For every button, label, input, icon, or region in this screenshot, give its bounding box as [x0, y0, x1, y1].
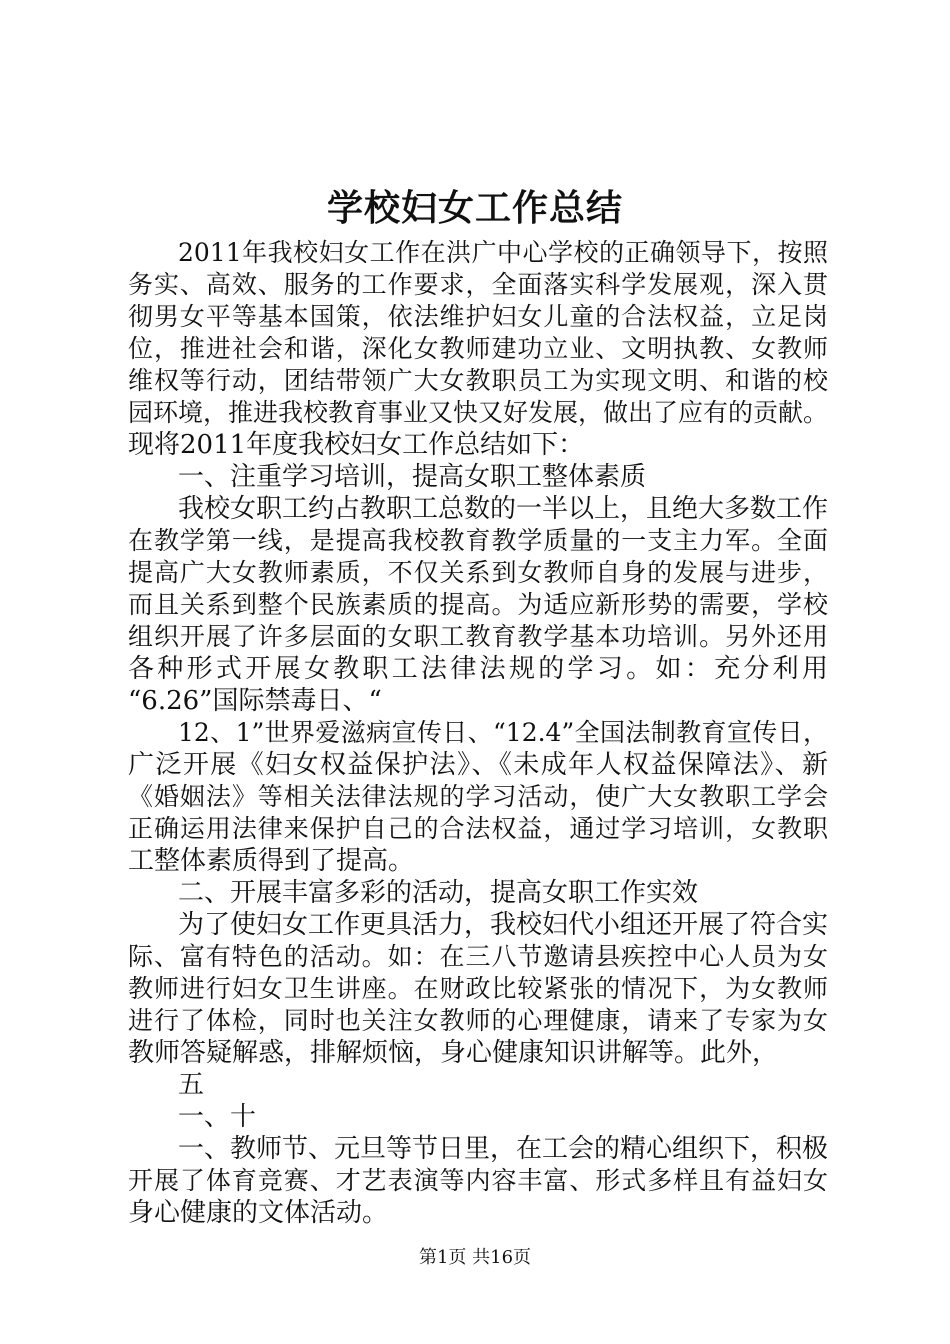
text-line: 2011年我校妇女工作在洪广中心学校的正确领导下，按照: [178, 238, 828, 267]
text-line: 教师进行妇女卫生讲座。在财政比较紧张的情况下，为女教师: [128, 974, 828, 1003]
text-line: 正确运用法律来保护自己的合法权益，通过学习培训，女教职: [128, 814, 828, 843]
text-line: 提高广大女教师素质，不仅关系到女教师自身的发展与进步，: [128, 558, 828, 587]
text-line: 我校女职工约占教职工总数的一半以上，且绝大多数工作: [178, 494, 829, 524]
section-heading: 一、注重学习培训，提高女职工整体素质: [178, 462, 647, 492]
text-line: 组织开展了许多层面的女职工教育教学基本功培训。另外还用: [128, 622, 828, 651]
text-line: 维权等行动，团结带领广大女教职员工为实现文明、和谐的校: [128, 366, 828, 395]
text-line: 彻男女平等基本国策，依法维护妇女儿童的合法权益，立足岗: [128, 302, 828, 331]
text-line: 现将2011年度我校妇女工作总结如下：: [128, 430, 585, 460]
text-line: 12、1”世界爱滋病宣传日、“12.4”全国法制教育宣传日，: [178, 718, 828, 747]
text-line: 身心健康的文体活动。: [128, 1198, 389, 1228]
text-line: 而且关系到整个民族素质的提高。为适应新形势的需要，学校: [128, 590, 828, 619]
text-line: 五: [178, 1070, 205, 1100]
text-line: 教师答疑解惑，排解烦恼，身心健康知识讲解等。此外，: [128, 1038, 779, 1068]
text-line: 工整体素质得到了提高。: [128, 846, 415, 876]
text-line: 务实、高效、服务的工作要求，全面落实科学发展观，深入贯: [128, 270, 828, 299]
text-line: 一、十: [178, 1102, 257, 1132]
text-line: 在教学第一线，是提高我校教育教学质量的一支主力军。全面: [128, 526, 828, 555]
text-line: 际、富有特色的活动。如：在三八节邀请县疾控中心人员为女: [128, 942, 828, 971]
page-number-footer: 第1页 共16页: [418, 1247, 532, 1268]
text-line: 各种形式开展女教职工法律法规的学习。如：充分利用: [128, 654, 828, 684]
text-line: 广泛开展《妇女权益保护法》、《未成年人权益保障法》、新: [128, 750, 828, 780]
text-line: “6.26”国际禁毒日、“: [128, 686, 382, 716]
page-title: 学校妇女工作总结: [326, 187, 623, 229]
text-line: 《婚姻法》等相关法律法规的学习活动，使广大女教职工学会: [128, 782, 828, 811]
text-line: 园环境，推进我校教育事业又快又好发展，做出了应有的贡献。: [128, 398, 829, 427]
text-line: 位，推进社会和谐，深化女教师建功立业、文明执教、女教师: [128, 334, 828, 363]
section-heading: 二、开展丰富多彩的活动，提高女职工作实效: [178, 878, 699, 908]
text-line: 进行了体检，同时也关注女教师的心理健康，请来了专家为女: [128, 1006, 828, 1035]
text-line: 为了使妇女工作更具活力，我校妇代小组还开展了符合实: [178, 910, 829, 940]
text-line: 开展了体育竞赛、才艺表演等内容丰富、形式多样且有益妇女: [128, 1166, 828, 1195]
text-line: 一、教师节、元旦等节日里，在工会的精心组织下，积极: [178, 1134, 829, 1164]
